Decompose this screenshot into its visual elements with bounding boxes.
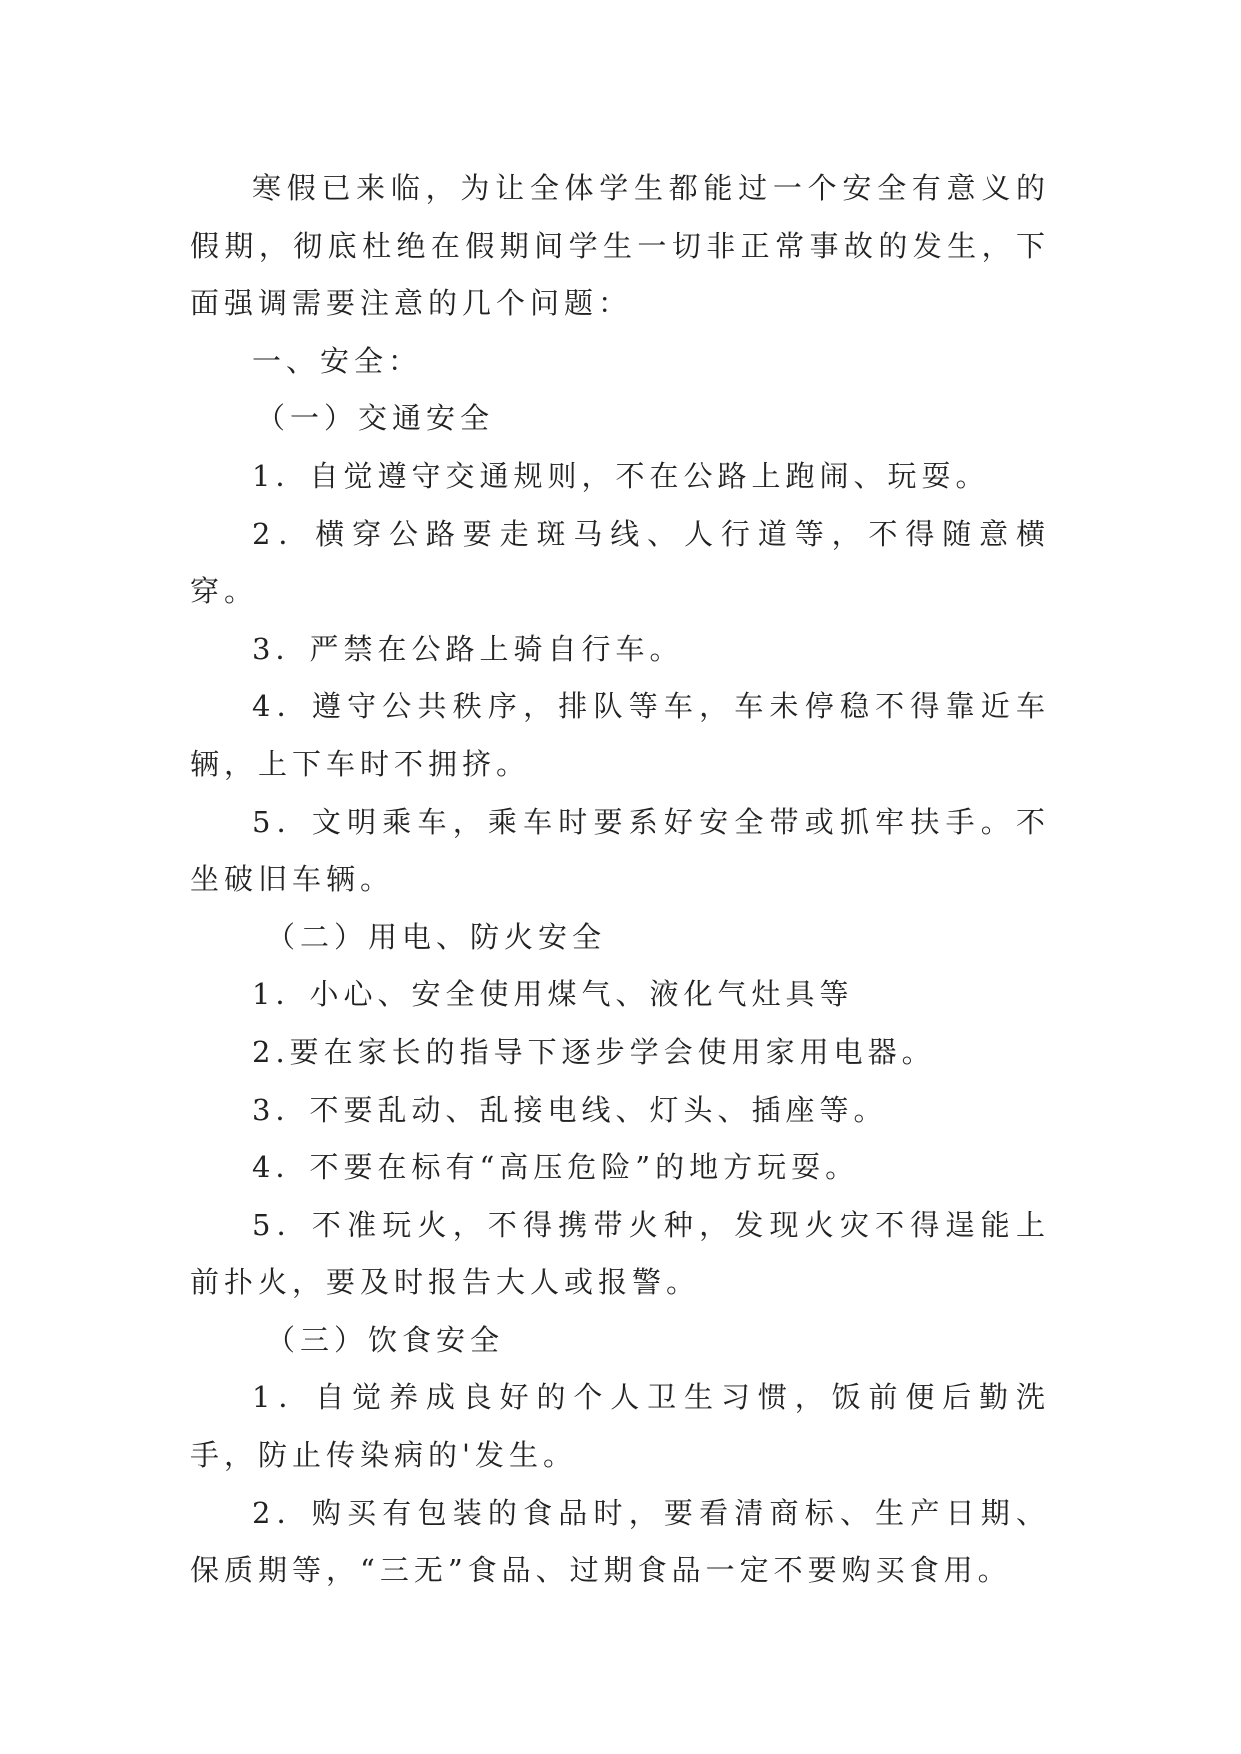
electric-item-4: 4．不要在标有“高压危险”的地方玩耍。 <box>252 1150 860 1185</box>
intro-paragraph: 寒假已来临，为让全体学生都能过一个安全有意义的假期，彻底杜绝在假期间学生一切非正常事故的发生，下面强调需要注意的几个问题： <box>190 171 1050 321</box>
subsection-heading-electric-fire: （二）用电、防火安全 <box>266 919 607 954</box>
electric-item-1: 1．小心、安全使用煤气、液化气灶具等 <box>252 977 854 1012</box>
traffic-item-3: 3．严禁在公路上骑自行车。 <box>252 631 684 666</box>
traffic-item-5: 5．文明乘车，乘车时要系好安全带或抓牢扶手。不坐破旧车辆。 <box>190 804 1050 897</box>
section-heading-safety: 一、安全： <box>252 343 423 378</box>
electric-item-3: 3．不要乱动、乱接电线、灯头、插座等。 <box>252 1092 888 1127</box>
document-body <box>190 160 1050 1600</box>
subsection-heading-traffic: （一）交通安全 <box>256 401 495 436</box>
traffic-item-4: 4．遵守公共秩序，排队等车，车未停稳不得靠近车辆，上下车时不拥挤。 <box>190 689 1050 781</box>
electric-item-5: 5．不准玩火，不得携带火种，发现火灾不得逞能上前扑火，要及时报告大人或报警。 <box>190 1207 1050 1300</box>
food-item-1: 1．自觉养成良好的个人卫生习惯，饭前便后勤洗手，防止传染病的'发生。 <box>190 1380 1050 1473</box>
subsection-heading-food: （三）饮食安全 <box>266 1322 505 1357</box>
electric-item-2: 2.要在家长的指导下逐步学会使用家用电器。 <box>252 1034 936 1069</box>
traffic-item-2: 2．横穿公路要走斑马线、人行道等，不得随意横穿。 <box>190 516 1050 609</box>
traffic-item-1: 1．自觉遵守交通规则，不在公路上跑闹、玩耍。 <box>252 458 990 493</box>
food-item-2: 2．购买有包装的食品时，要看清商标、生产日期、保质期等，“三无”食品、过期食品一定不要购买食用。 <box>190 1495 1050 1588</box>
